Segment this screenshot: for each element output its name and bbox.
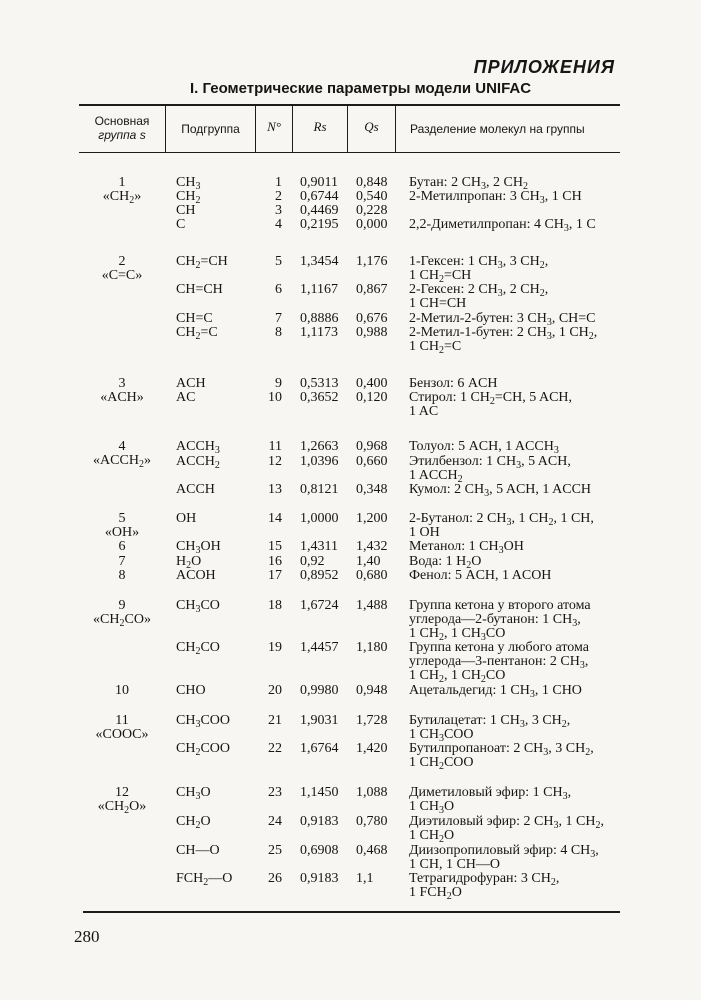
division-cell: Тетрагидрофуран: 3 $CH_2$, <box>409 871 560 888</box>
subgroup-cell: $CH_3OH$ <box>176 539 221 556</box>
qs-cell: 1,200 <box>356 511 388 526</box>
number-cell: 4 <box>275 217 282 232</box>
rs-cell: 0,92 <box>300 554 325 569</box>
qs-cell: 1,088 <box>356 785 388 800</box>
division-cell: 1 $CH_2=C$ <box>409 339 462 356</box>
subgroup-cell: OH <box>176 511 197 526</box>
subgroup-cell: AC <box>176 390 196 405</box>
qs-cell: 0,968 <box>356 439 388 454</box>
subgroup-cell: $FCH_2—O$ <box>176 871 233 888</box>
subgroup-cell: $CH_2CO$ <box>176 640 220 657</box>
subgroup-cell: ACCH <box>176 482 215 497</box>
main-group-cell: 3 <box>118 376 126 391</box>
rs-cell: 0,9011 <box>300 175 338 190</box>
division-cell: Бензол: 6 ACH <box>409 376 498 391</box>
number-cell: 1 <box>275 175 282 190</box>
qs-cell: 1,420 <box>356 741 388 756</box>
number-cell: 3 <box>275 203 282 218</box>
number-cell: 9 <box>275 376 282 391</box>
division-cell: 1 $CH_2$, 1 $CH_3CO$ <box>409 626 506 643</box>
number-cell: 7 <box>275 311 282 326</box>
main-group-cell: 8 <box>118 568 126 583</box>
number-cell: 22 <box>268 741 282 756</box>
col-header-division: Разделение молекул на группы <box>410 122 585 136</box>
qs-cell: 0,848 <box>356 175 388 190</box>
qs-cell: 0,000 <box>356 217 388 232</box>
qs-cell: 0,400 <box>356 376 388 391</box>
subgroup-cell: $CH_2O$ <box>176 814 211 831</box>
division-cell: Диизопропиловый эфир: 4 $CH_3$, <box>409 843 599 860</box>
rs-cell: 0,6908 <box>300 843 339 858</box>
qs-cell: 0,468 <box>356 843 388 858</box>
number-cell: 17 <box>268 568 282 583</box>
rs-cell: 0,6744 <box>300 189 339 204</box>
number-cell: 11 <box>268 439 282 454</box>
division-cell: Группа кетона у любого атома <box>409 640 589 655</box>
division-cell: 2-Гексен: 2 $CH_3$, 2 $CH_2$, <box>409 282 549 299</box>
number-cell: 5 <box>275 254 282 269</box>
number-cell: 18 <box>268 598 282 613</box>
division-cell: 1 $CH_3O$ <box>409 799 455 816</box>
division-cell: 1 $FCH_2O$ <box>409 885 462 902</box>
number-cell: 10 <box>268 390 282 405</box>
col-header-qs: Qs <box>364 119 379 134</box>
header-bottom-rule <box>79 152 620 153</box>
number-cell: 8 <box>275 325 282 340</box>
main-group-cell: 6 <box>118 539 126 554</box>
main-group-cell: «OH» <box>104 525 140 540</box>
division-cell: 1 $CH_3COO$ <box>409 727 474 744</box>
rs-cell: 0,2195 <box>300 217 339 232</box>
table-title: I. Геометрические параметры модели UNIFAC <box>190 80 532 97</box>
division-cell: Кумол: 2 $CH_3$, 5 ACH, 1 ACCH <box>409 482 592 499</box>
number-cell: 23 <box>268 785 282 800</box>
qs-cell: 1,728 <box>356 713 388 728</box>
subgroup-cell: C <box>176 217 186 232</box>
qs-cell: 0,540 <box>356 189 388 204</box>
division-cell: 2,2-Диметилпропан: 4 $CH_3$, 1 C <box>409 217 596 234</box>
rs-cell: 0,8952 <box>300 568 339 583</box>
main-group-cell: «$CH_2$» <box>102 189 142 206</box>
qs-cell: 0,680 <box>356 568 388 583</box>
division-cell: 1 AC <box>409 404 439 419</box>
rs-cell: 1,4457 <box>300 640 339 655</box>
subgroup-cell: $CH_2=C$ <box>176 325 218 342</box>
qs-cell: 1,1 <box>356 871 374 886</box>
main-group-cell: 5 <box>118 511 126 526</box>
rs-cell: 0,5313 <box>300 376 339 391</box>
main-group-cell: 7 <box>118 554 126 569</box>
rs-cell: 0,9980 <box>300 683 339 698</box>
division-cell: Метанол: 1 $CH_3OH$ <box>409 539 524 556</box>
division-cell: 2-Метил-2-бутен: 3 $CH_3$, CH=C <box>409 311 596 328</box>
qs-cell: 0,948 <box>356 683 388 698</box>
division-cell: Диэтиловый эфир: 2 $CH_3$, 1 $CH_2$, <box>409 814 604 831</box>
subgroup-cell: CH <box>176 203 196 218</box>
subgroup-cell: $CH_2$ <box>176 189 201 206</box>
division-cell: Бутилацетат: 1 $CH_3$, 3 $CH_2$, <box>409 713 571 730</box>
number-cell: 26 <box>268 871 282 886</box>
number-cell: 21 <box>268 713 282 728</box>
rs-cell: 1,2663 <box>300 439 339 454</box>
number-cell: 13 <box>268 482 282 497</box>
main-group-cell: 2 <box>118 254 126 269</box>
main-group-cell: 1 <box>118 175 126 190</box>
rs-cell: 1,0000 <box>300 511 339 526</box>
rs-cell: 1,3454 <box>300 254 339 269</box>
subgroup-cell: $CH_3$ <box>176 175 201 192</box>
division-cell: 1 $CH_2COO$ <box>409 755 474 772</box>
number-cell: 19 <box>268 640 282 655</box>
division-cell: 1 CH=CH <box>409 296 467 311</box>
rs-cell: 0,9183 <box>300 871 339 886</box>
division-cell: 2-Метил-1-бутен: 2 $CH_3$, 1 $CH_2$, <box>409 325 598 342</box>
division-cell: Бутан: 2 $CH_3$, 2 $CH_2$ <box>409 175 528 192</box>
division-cell: 2-Метилпропан: 3 $CH_3$, 1 CH <box>409 189 582 206</box>
qs-cell: 0,228 <box>356 203 388 218</box>
subgroup-cell: $ACCH_2$ <box>176 454 220 471</box>
subgroup-cell: CH=CH <box>176 282 223 297</box>
division-cell: 1 $CH_2$, 1 $CH_2CO$ <box>409 668 506 685</box>
subgroup-cell: $CH_2COO$ <box>176 741 231 758</box>
number-cell: 12 <box>268 454 282 469</box>
subgroup-cell: $CH_2=CH$ <box>176 254 228 271</box>
rs-cell: 0,9183 <box>300 814 339 829</box>
division-cell: Стирол: 1 $CH_2=CH$, 5 ACH, <box>409 390 573 407</box>
number-cell: 6 <box>275 282 282 297</box>
rs-cell: 1,4311 <box>300 539 338 554</box>
division-cell: 1 $CH_2O$ <box>409 828 455 845</box>
subgroup-cell: $ACCH_3$ <box>176 439 220 456</box>
col-header-number: N° <box>267 119 281 134</box>
main-group-cell: 12 <box>115 785 129 800</box>
main-group-cell: «$CH_2O$» <box>97 799 147 816</box>
col-header-main-group: Основная группа s <box>94 114 150 142</box>
rs-cell: 0,3652 <box>300 390 339 405</box>
subgroup-cell: $CH_3O$ <box>176 785 211 802</box>
main-group-cell: «$CH_2CO$» <box>93 612 151 629</box>
qs-cell: 0,780 <box>356 814 388 829</box>
qs-cell: 0,676 <box>356 311 388 326</box>
division-cell: 1 $CH_2=CH$ <box>409 268 472 285</box>
qs-cell: 1,432 <box>356 539 388 554</box>
main-group-cell: 4 <box>118 439 126 454</box>
qs-cell: 0,988 <box>356 325 388 340</box>
section-title: ПРИЛОЖЕНИЯ <box>473 57 615 77</box>
rs-cell: 1,1450 <box>300 785 339 800</box>
division-cell: Диметиловый эфир: 1 $CH_3$, <box>409 785 572 802</box>
division-cell: Толуол: 5 ACH, 1 $ACCH_3$ <box>409 439 559 456</box>
number-cell: 20 <box>268 683 282 698</box>
rs-cell: 1,1167 <box>300 282 338 297</box>
subgroup-cell: CH=C <box>176 311 213 326</box>
qs-cell: 0,348 <box>356 482 388 497</box>
subgroup-cell: $H_2O$ <box>176 554 202 571</box>
rs-cell: 0,8886 <box>300 311 339 326</box>
rs-cell: 0,8121 <box>300 482 339 497</box>
main-group-cell: 9 <box>118 598 126 613</box>
division-cell: 1 OH <box>409 525 440 540</box>
subgroup-cell: $CH_3CO$ <box>176 598 220 615</box>
qs-cell: 0,660 <box>356 454 388 469</box>
division-cell: Вода: 1 $H_2O$ <box>409 554 482 571</box>
division-cell: 1 $ACCH_2$ <box>409 468 463 485</box>
main-group-cell: «$ACCH_2$» <box>93 453 151 470</box>
division-cell: Ацетальдегид: 1 $CH_3$, 1 CHO <box>409 683 582 700</box>
table-top-rule <box>79 104 620 106</box>
division-cell: углерода—2-бутанон: 1 $CH_3$, <box>409 612 581 629</box>
subgroup-cell: ACOH <box>176 568 216 583</box>
qs-cell: 1,40 <box>356 554 381 569</box>
table-bottom-rule <box>83 911 620 913</box>
main-group-cell: «COOC» <box>95 727 149 742</box>
col-header-rs: Rs <box>313 119 327 134</box>
division-cell: 2-Бутанол: 2 $CH_3$, 1 $CH_2$, 1 CH, <box>409 511 594 528</box>
qs-cell: 0,120 <box>356 390 388 405</box>
number-cell: 25 <box>268 843 282 858</box>
main-group-cell: «ACH» <box>100 390 144 405</box>
rs-cell: 0,4469 <box>300 203 339 218</box>
number-cell: 16 <box>268 554 282 569</box>
subgroup-cell: $CH_3COO$ <box>176 713 231 730</box>
division-cell: Этилбензол: 1 $CH_3$, 5 ACH, <box>409 454 571 471</box>
subgroup-cell: CHO <box>176 683 206 698</box>
rs-cell: 1,6724 <box>300 598 339 613</box>
division-cell: Группа кетона у второго атома <box>409 598 591 613</box>
subgroup-cell: CH—O <box>176 843 220 858</box>
qs-cell: 1,176 <box>356 254 388 269</box>
subgroup-cell: ACH <box>176 376 206 391</box>
main-group-cell: «C=C» <box>101 268 143 283</box>
rs-cell: 1,6764 <box>300 741 339 756</box>
division-cell: Бутилпропаноат: 2 $CH_3$, 3 $CH_2$, <box>409 741 594 758</box>
division-cell: 1-Гексен: 1 $CH_3$, 3 $CH_2$, <box>409 254 549 271</box>
main-group-cell: 11 <box>115 713 129 728</box>
number-cell: 14 <box>268 511 282 526</box>
col-header-subgroup: Подгруппа <box>181 122 240 136</box>
qs-cell: 1,488 <box>356 598 388 613</box>
division-cell: углерода—3-пентанон: 2 $CH_3$, <box>409 654 589 671</box>
rs-cell: 1,9031 <box>300 713 339 728</box>
number-cell: 24 <box>268 814 282 829</box>
main-group-cell: 10 <box>115 683 129 698</box>
division-cell: 1 CH, 1 CH—O <box>409 857 501 872</box>
rs-cell: 1,0396 <box>300 454 339 469</box>
number-cell: 2 <box>275 189 282 204</box>
division-cell: Фенол: 5 ACH, 1 ACOH <box>409 568 552 583</box>
page-number: 280 <box>74 927 100 946</box>
rs-cell: 1,1173 <box>300 325 338 340</box>
qs-cell: 0,867 <box>356 282 388 297</box>
number-cell: 15 <box>268 539 282 554</box>
qs-cell: 1,180 <box>356 640 388 655</box>
